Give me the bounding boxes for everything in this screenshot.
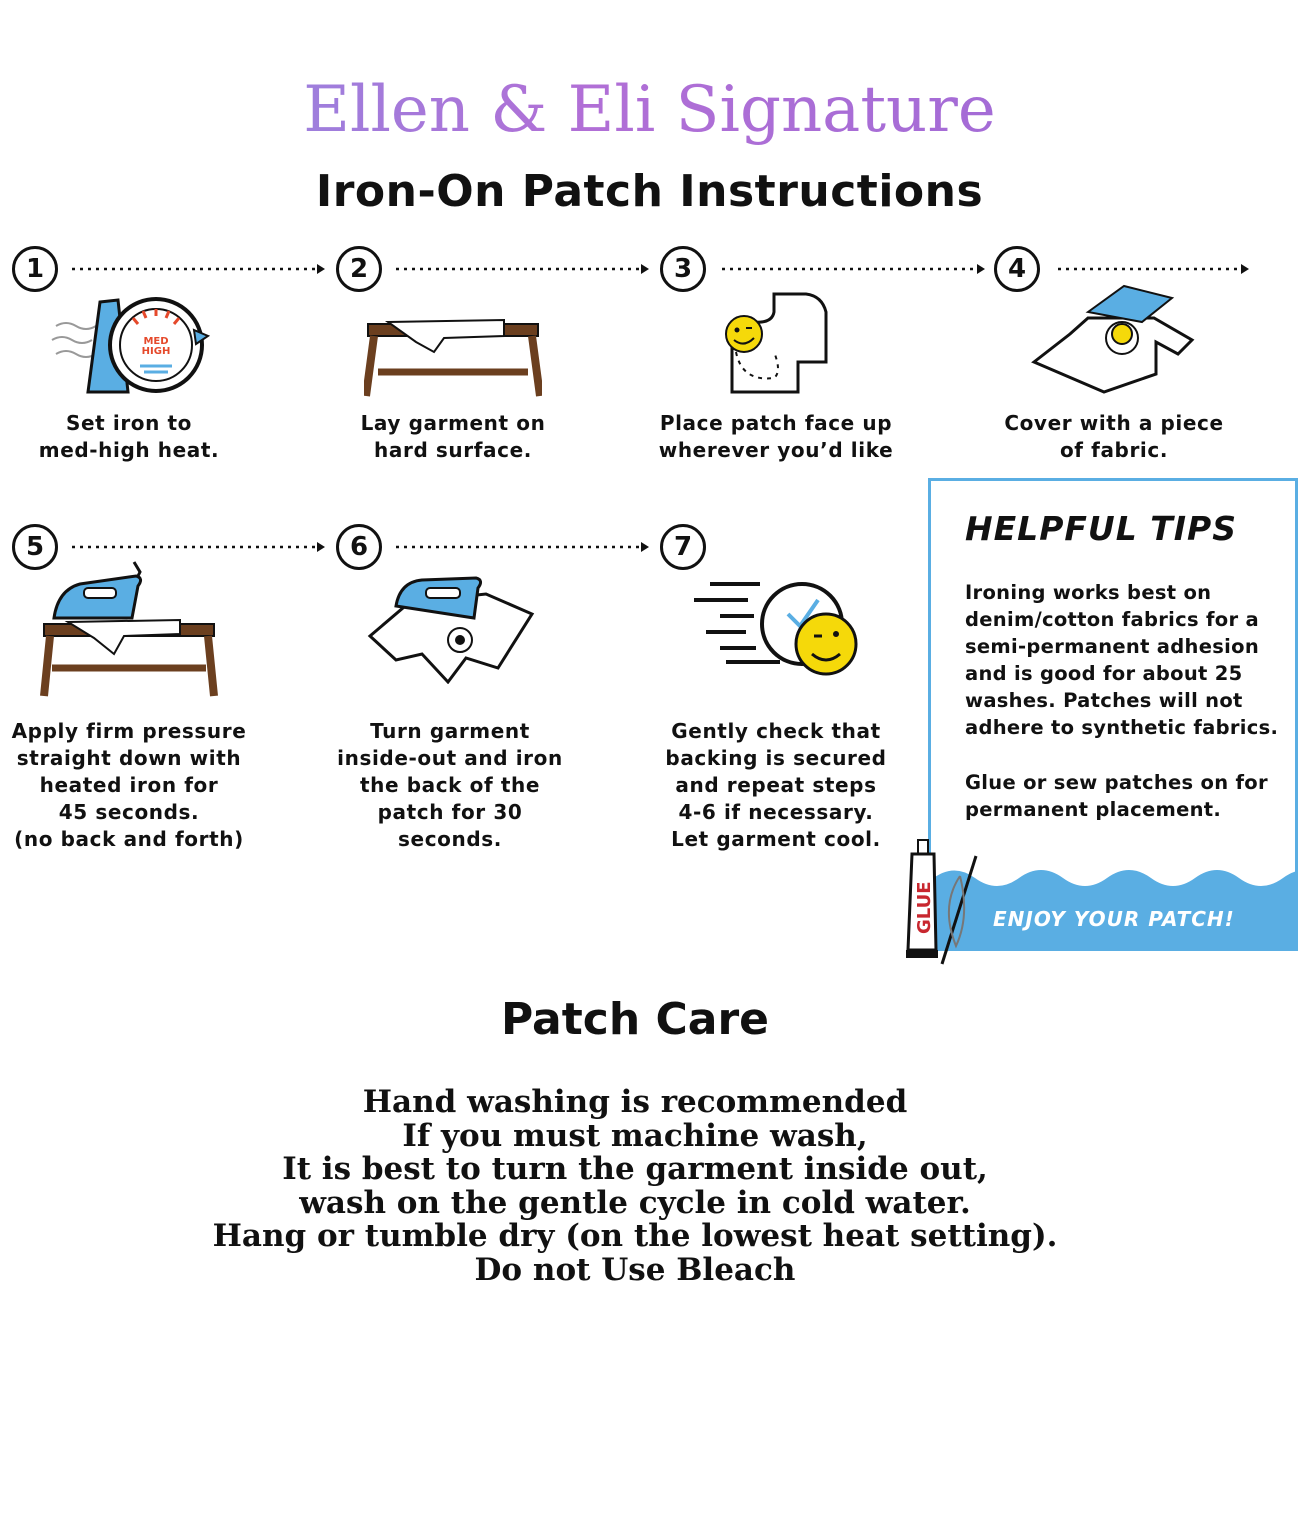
step-7-line: and repeat steps <box>675 773 877 797</box>
dial-high-text: HIGH <box>141 346 171 357</box>
care-line: Hang or tumble dry (on the lowest heat setting). <box>212 1218 1058 1255</box>
care-line: Do not Use Bleach <box>474 1251 796 1288</box>
step-5-line: heated iron for <box>39 773 219 797</box>
step-2-caption <box>330 410 576 464</box>
step-3-caption <box>646 410 906 464</box>
tips-line: semi-permanent adhesion <box>965 635 1260 658</box>
iron-dial-icon <box>48 296 213 396</box>
tips-line: permanent placement. <box>965 798 1222 821</box>
step-6-line: Turn garment <box>370 719 530 743</box>
step-5-arrow <box>72 541 327 553</box>
step-7-line: backing is secured <box>665 746 887 770</box>
tips-line: Glue or sew patches on for <box>965 771 1268 794</box>
tips-heading: HELPFUL TIPS <box>965 509 1237 548</box>
step-7-line: Let garment cool. <box>671 827 881 851</box>
step-1-line: Set iron to <box>65 411 193 435</box>
step-7-caption <box>650 718 902 853</box>
shirt-cover-icon <box>1030 282 1196 394</box>
step-3-arrow <box>722 263 987 275</box>
table-garment-icon <box>364 318 542 398</box>
step-3-line: Place patch face up <box>659 411 893 435</box>
step-2-line: hard surface. <box>374 438 532 462</box>
tips-line: Ironing works best on <box>965 581 1212 604</box>
step-6-arrow <box>396 541 651 553</box>
step-5-caption <box>6 718 252 853</box>
step-3-line: wherever you’d like <box>658 438 894 462</box>
dial-med-text: MED <box>143 336 169 347</box>
step-6-line: inside-out and iron <box>337 746 563 770</box>
glue-label: GLUE <box>914 881 935 934</box>
tips-line: washes. Patches will not <box>965 689 1243 712</box>
iron-on-table-icon <box>40 560 218 698</box>
tips-line: adhere to synthetic fabrics. <box>965 716 1279 739</box>
clock-smiley-icon <box>690 576 862 680</box>
step-7-line: Gently check that <box>671 719 881 743</box>
step-2-line: Lay garment on <box>360 411 546 435</box>
shirt-patch-icon <box>722 292 830 394</box>
step-6-line: seconds. <box>398 827 502 851</box>
step-5-line: (no back and forth) <box>14 827 244 851</box>
step-3-number: 3 <box>660 246 706 292</box>
tips-paragraph-1 <box>965 579 1285 741</box>
patch-care-title: Patch Care <box>500 994 770 1045</box>
care-line: If you must machine wash, <box>402 1117 868 1154</box>
tips-line: and is good for about 25 <box>965 662 1243 685</box>
step-6-caption <box>326 718 574 853</box>
iron-on-shirt-icon <box>366 574 536 684</box>
step-5-number: 5 <box>12 524 58 570</box>
step-5-line: straight down with <box>16 746 242 770</box>
step-6-line: the back of the <box>359 773 541 797</box>
step-4-line: Cover with a piece <box>1004 411 1224 435</box>
tips-line: denim/cotton fabrics for a <box>965 608 1259 631</box>
step-6-number: 6 <box>336 524 382 570</box>
step-4-caption <box>984 410 1244 464</box>
care-line: wash on the gentle cycle in cold water. <box>299 1184 971 1221</box>
step-1-caption <box>10 410 248 464</box>
step-4-number: 4 <box>994 246 1040 292</box>
step-5-line: 45 seconds. <box>58 800 200 824</box>
step-1-number: 1 <box>12 246 58 292</box>
step-7-number: 7 <box>660 524 706 570</box>
glue-needle-icon <box>900 836 990 968</box>
step-1-arrow <box>72 263 327 275</box>
step-4-line: of fabric. <box>1059 438 1169 462</box>
step-6-line: patch for 30 <box>377 800 523 824</box>
brand-title: Ellen & Eli Signature <box>0 70 1299 150</box>
step-2-number: 2 <box>336 246 382 292</box>
care-line: It is best to turn the garment inside out, <box>282 1151 988 1188</box>
patch-care-text <box>0 1086 1270 1288</box>
step-1-line: med-high heat. <box>38 438 220 462</box>
care-line: Hand washing is recommended <box>362 1084 908 1120</box>
step-5-line: Apply firm pressure <box>11 719 247 743</box>
page-title: Iron-On Patch Instructions <box>315 166 984 217</box>
step-7-line: 4-6 if necessary. <box>678 800 874 824</box>
enjoy-banner-text: ENJOY YOUR PATCH! <box>993 907 1235 931</box>
step-2-arrow <box>396 263 651 275</box>
step-4-arrow <box>1058 263 1253 275</box>
tips-paragraph-2 <box>965 769 1285 823</box>
